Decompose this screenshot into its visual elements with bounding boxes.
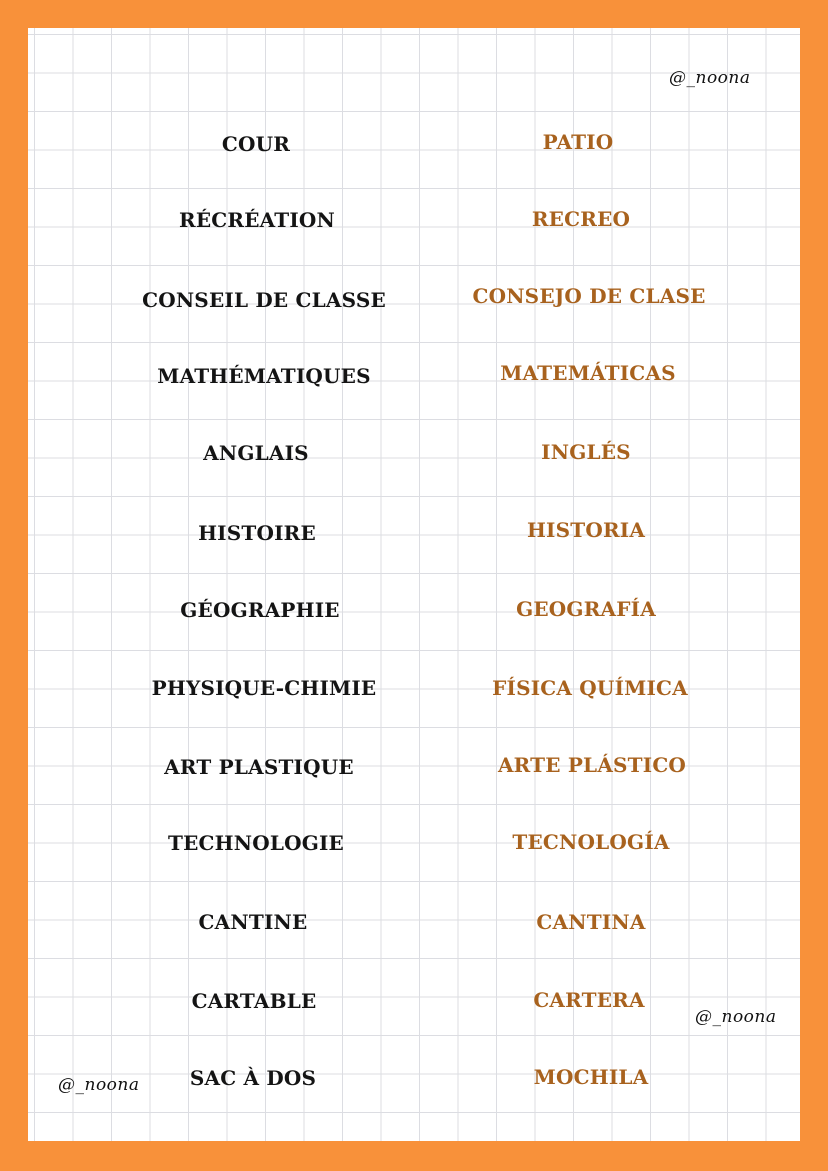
- french-word: HISTOIRE: [198, 521, 316, 545]
- french-word: MATHÉMATIQUES: [157, 364, 371, 388]
- french-word: CONSEIL DE CLASSE: [142, 288, 386, 312]
- french-word: PHYSIQUE-CHIMIE: [151, 676, 377, 700]
- french-word: GÉOGRAPHIE: [180, 598, 340, 622]
- french-word: RÉCRÉATION: [178, 208, 336, 232]
- french-word: COUR: [221, 132, 291, 156]
- spanish-word: MATEMÁTICAS: [500, 361, 676, 385]
- french-word: CANTINE: [198, 910, 308, 934]
- vocabulary-sheet: [28, 28, 800, 1141]
- spanish-word: CARTERA: [533, 988, 645, 1012]
- spanish-word: TECNOLOGÍA: [512, 830, 670, 854]
- spanish-word: FÍSICA QUÍMICA: [492, 676, 688, 700]
- watermark-top-right: @_noona: [669, 68, 751, 88]
- spanish-word: RECREO: [531, 207, 631, 231]
- spanish-word: INGLÉS: [541, 440, 631, 464]
- spanish-word: MOCHILA: [533, 1065, 649, 1089]
- spanish-word: PATIO: [542, 130, 614, 154]
- spanish-word: CANTINA: [536, 910, 646, 934]
- french-word: ANGLAIS: [203, 441, 309, 465]
- french-word: ART PLASTIQUE: [164, 755, 354, 779]
- spanish-word: GEOGRAFÍA: [516, 597, 656, 621]
- french-word: TECHNOLOGIE: [167, 831, 345, 855]
- french-word: SAC À DOS: [189, 1066, 317, 1090]
- spanish-word: ARTE PLÁSTICO: [497, 753, 687, 777]
- watermark-bottom-left: @_noona: [58, 1075, 140, 1095]
- french-word: CARTABLE: [191, 989, 317, 1013]
- watermark-bottom-right: @_noona: [695, 1007, 777, 1027]
- spanish-word: HISTORIA: [526, 518, 646, 542]
- spanish-word: CONSEJO DE CLASE: [472, 284, 706, 308]
